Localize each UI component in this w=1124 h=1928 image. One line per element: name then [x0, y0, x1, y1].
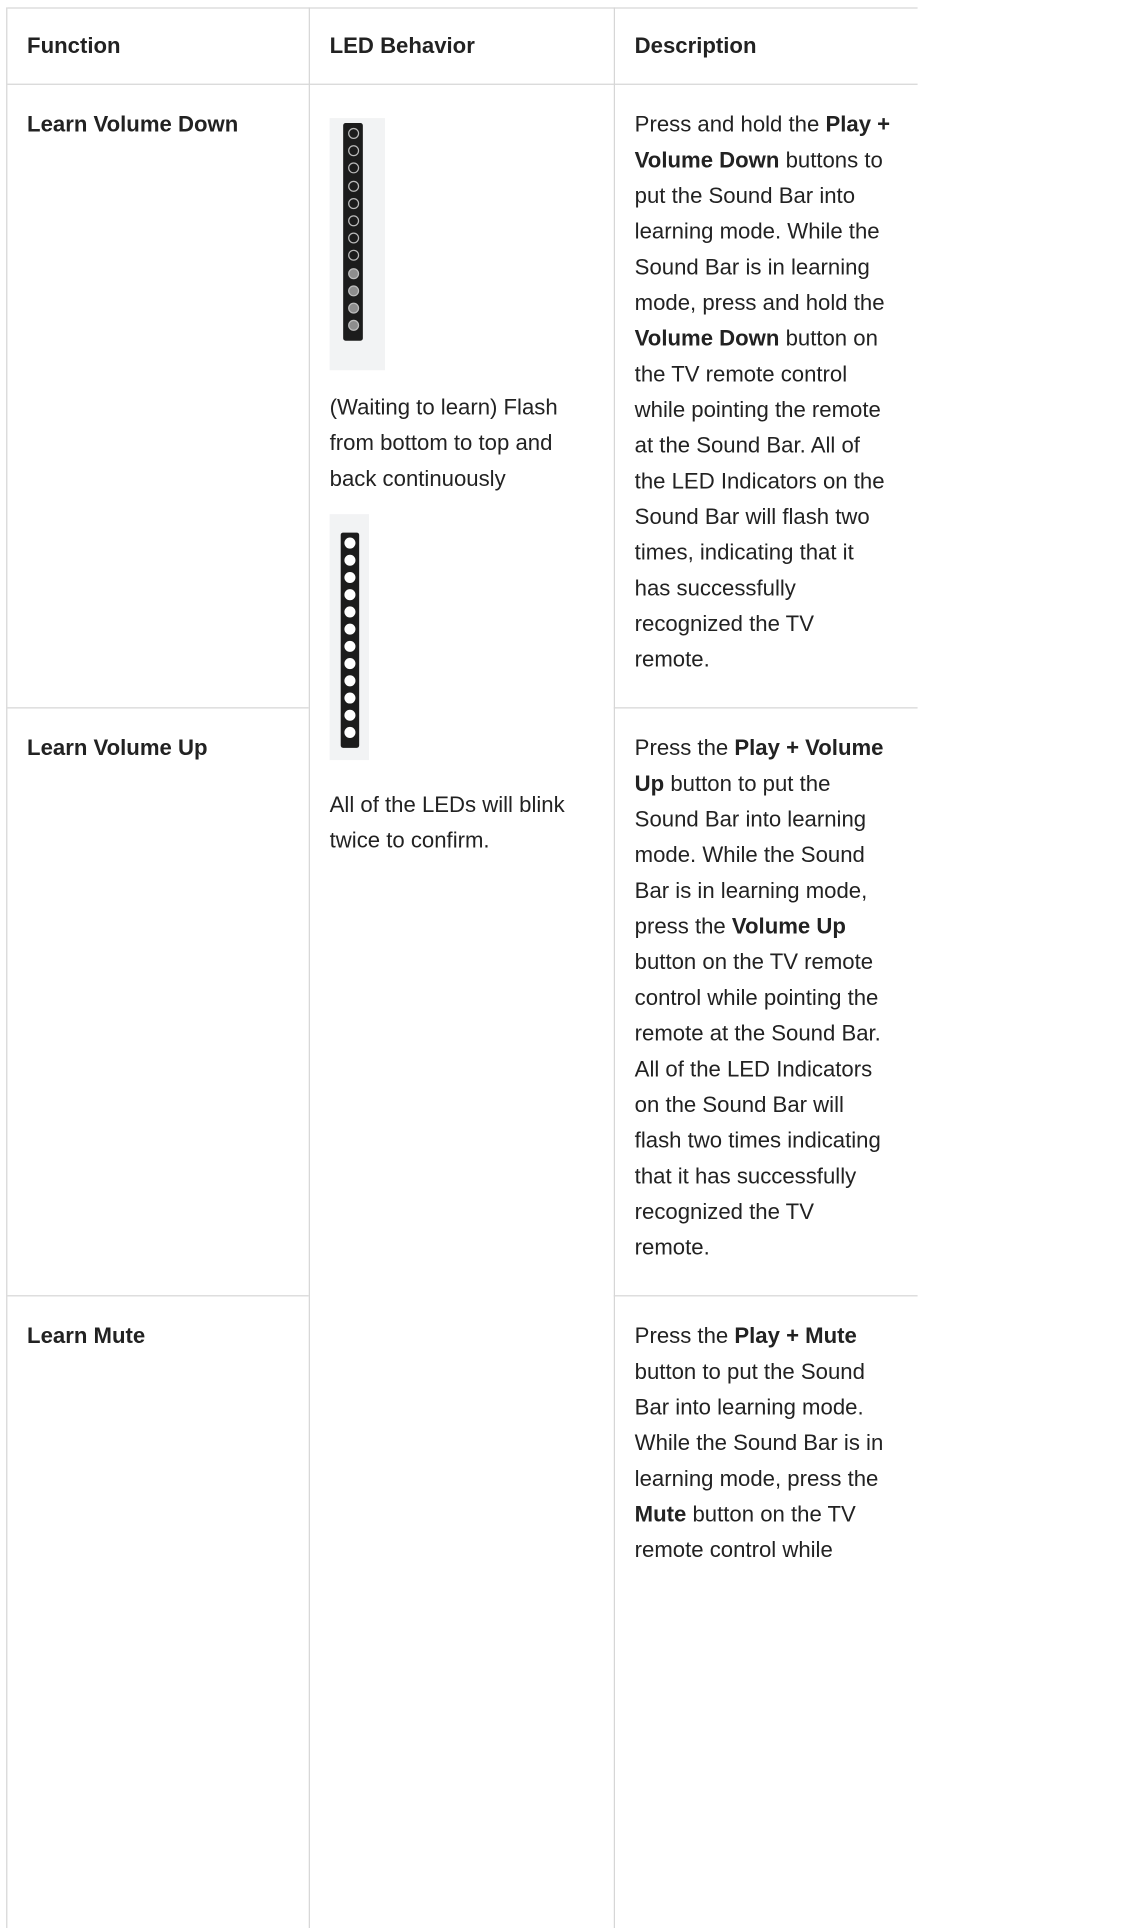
led-dot [347, 198, 358, 209]
description-text: control while pointing the [634, 985, 879, 1010]
description-line [635, 1123, 884, 1159]
description-line [635, 1016, 884, 1052]
description-text: buttons to [779, 147, 883, 173]
description-text: mode, press and hold the [634, 290, 885, 315]
description-line [635, 909, 884, 945]
led-dot [344, 572, 355, 583]
description-line [635, 1533, 884, 1569]
description-text: button on [779, 325, 878, 351]
led-dot [344, 555, 355, 566]
description-text: the TV remote control [634, 361, 848, 387]
led-dot [344, 675, 355, 686]
led-waiting-caption-line: back continuously [329, 466, 506, 491]
description-line [635, 731, 884, 767]
led-dot [347, 163, 358, 174]
description-line [635, 1230, 884, 1266]
led-dot [347, 285, 358, 296]
description-bold-text: Volume Down [634, 325, 780, 351]
description-line [635, 945, 884, 981]
description-text: button to put the [664, 771, 831, 796]
function-learn-volume-down: Learn Volume Down [27, 111, 239, 137]
description-line [635, 606, 890, 642]
description-line [635, 1159, 884, 1195]
led-dot [344, 606, 355, 617]
table-top-border [7, 7, 917, 8]
led-dot [344, 727, 355, 738]
header-description: Description [634, 33, 757, 58]
description-text: Press and hold the [634, 111, 826, 137]
led-strip-all-lit-image [330, 514, 369, 760]
description-line [635, 392, 890, 428]
led-dot [344, 710, 355, 721]
description-line [635, 464, 890, 500]
description-line [635, 802, 884, 838]
function-learn-volume-up: Learn Volume Up [27, 735, 208, 761]
led-dot [344, 538, 355, 549]
led-dot [347, 268, 358, 279]
header-function: Function [27, 33, 121, 58]
led-dot [344, 692, 355, 703]
header-led-behavior: LED Behavior [329, 33, 475, 58]
led-dot [344, 641, 355, 652]
description-line [635, 535, 890, 571]
description-text: All of the LED Indicators [634, 1056, 873, 1082]
description-line [635, 1461, 884, 1497]
led-strip-waiting-image [330, 118, 385, 370]
description-line [635, 428, 890, 464]
description-line [635, 285, 890, 321]
description-bold-text: Play + Mute [734, 1323, 857, 1349]
description-line [635, 571, 890, 607]
description-line [635, 499, 890, 535]
description-line [635, 1052, 884, 1088]
description-line [635, 1497, 884, 1533]
row-divider-function-2 [7, 1295, 308, 1296]
description-text: While the Sound Bar is in [634, 1430, 884, 1456]
description-learn-mute [635, 1319, 884, 1569]
description-text: Press the [634, 735, 735, 761]
description-text: remote control while [634, 1537, 833, 1563]
description-bold-text: Volume Up [731, 913, 846, 939]
led-strip-all-lit [341, 533, 359, 748]
led-dot [344, 589, 355, 600]
description-bold-text: Play + [825, 111, 891, 137]
description-line [635, 766, 884, 802]
row-divider-description-2 [614, 1295, 918, 1296]
description-bold-text: Play + Volume [734, 735, 884, 761]
description-text: put the Sound Bar into [634, 183, 856, 208]
led-dot [344, 624, 355, 635]
led-waiting-caption-line: (Waiting to learn) Flash [329, 394, 558, 420]
led-waiting-caption [330, 390, 558, 497]
description-bold-text: Up [634, 771, 665, 796]
description-text: button to put the Sound [634, 1359, 865, 1384]
description-text: remote. [634, 646, 710, 672]
description-line [635, 178, 890, 214]
led-dot [347, 303, 358, 314]
description-line [635, 980, 884, 1016]
description-line [635, 214, 890, 250]
description-line [635, 143, 890, 179]
description-text: mode. While the Sound [634, 842, 865, 868]
description-text: the LED Indicators on the [634, 468, 885, 494]
description-line [635, 1087, 884, 1123]
description-line [635, 321, 890, 357]
row-divider-description-1 [614, 707, 918, 708]
description-learn-volume-down [635, 107, 890, 678]
header-bottom-border [7, 84, 917, 85]
description-text: Sound Bar into learning [634, 806, 867, 832]
description-text: remote at the Sound Bar. [634, 1020, 881, 1046]
description-text: times, indicating that it [634, 539, 854, 565]
description-line [635, 1354, 884, 1390]
description-text: at the Sound Bar. All of [634, 432, 860, 458]
table-left-border [6, 7, 7, 1928]
description-text: learning mode, press the [634, 1466, 879, 1491]
description-text: remote. [634, 1234, 710, 1260]
led-confirm-caption [330, 787, 565, 858]
description-text: press the [634, 913, 732, 939]
led-dot [347, 320, 358, 331]
led-dot [347, 180, 358, 191]
description-bold-text: Volume Down [634, 147, 780, 173]
description-learn-volume-up [635, 731, 884, 1266]
led-waiting-caption-line: from bottom to top and [329, 430, 553, 456]
row-divider-function-1 [7, 707, 308, 708]
led-dot [347, 145, 358, 156]
description-text: recognized the TV [634, 1199, 814, 1224]
description-line [635, 1426, 884, 1462]
description-bold-text: Mute [634, 1501, 687, 1527]
description-line [635, 107, 890, 143]
description-text: on the Sound Bar will [634, 1092, 844, 1117]
led-confirm-caption-line: twice to confirm. [329, 827, 490, 853]
description-text: has successfully [634, 575, 796, 601]
function-learn-mute: Learn Mute [27, 1323, 146, 1349]
description-text: Bar into learning mode. [634, 1394, 864, 1420]
description-line [635, 1194, 884, 1230]
column-divider-1 [309, 7, 310, 1928]
description-text: Sound Bar is in learning [634, 254, 870, 280]
led-strip-waiting [343, 123, 363, 341]
led-confirm-caption-line: All of the LEDs will blink [329, 792, 565, 817]
description-text: learning mode. While the [634, 218, 880, 244]
led-dot [347, 233, 358, 244]
description-line [635, 873, 884, 909]
description-text: button on the TV [686, 1501, 856, 1527]
description-text: Press the [634, 1323, 735, 1349]
description-text: Sound Bar will flash two [634, 504, 870, 529]
description-line [635, 642, 890, 678]
description-text: Bar is in learning mode, [634, 878, 868, 903]
description-text: while pointing the remote [634, 397, 881, 422]
description-text: that it has successfully [634, 1163, 857, 1189]
description-text: recognized the TV [634, 611, 814, 636]
led-dot [347, 128, 358, 139]
led-dot [347, 215, 358, 226]
description-line [635, 838, 884, 874]
led-dot [347, 250, 358, 261]
description-line [635, 1390, 884, 1426]
description-text: flash two times indicating [634, 1127, 881, 1153]
description-line [635, 1319, 884, 1355]
description-line [635, 357, 890, 393]
column-divider-2 [614, 7, 615, 1928]
led-dot [344, 658, 355, 669]
description-text: button on the TV remote [634, 949, 874, 975]
description-line [635, 250, 890, 286]
